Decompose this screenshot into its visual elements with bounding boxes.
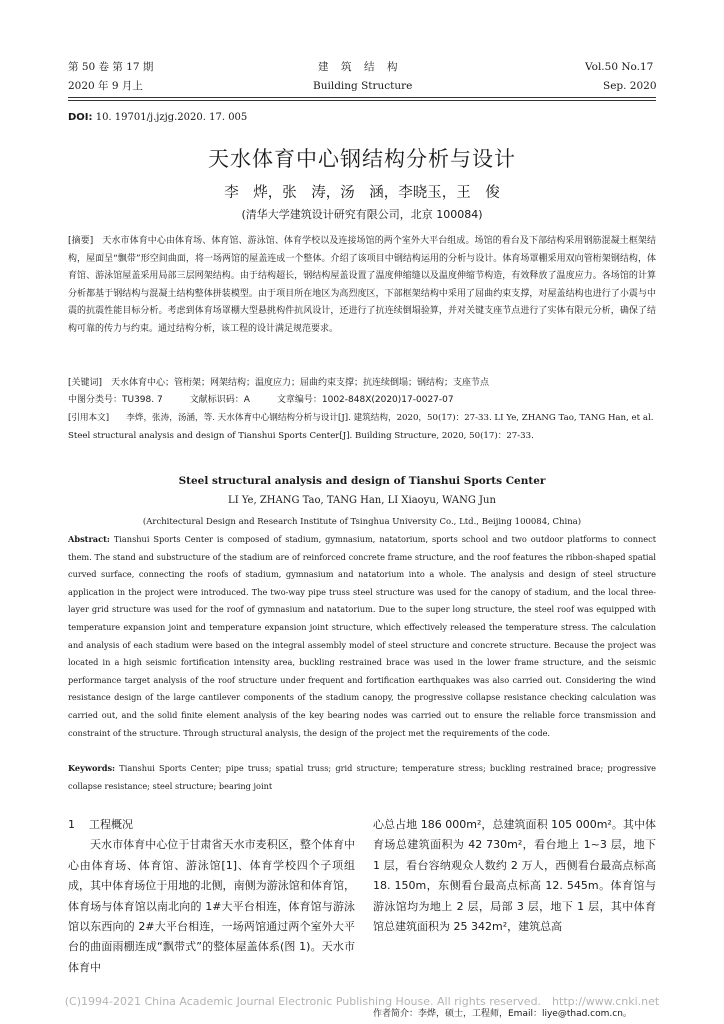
keywords-label: Keywords: [68,763,116,773]
section-title: 工程概况 [89,818,133,831]
citation: [引用本文] 李烨，张涛，汤涵，等. 天水体育中心钢结构分析与设计[J]. 建筑结构，2020，50(17)：27-33. LI Ye, ZHANG Tao, TANG Han, et al. Steel structural analysis and design of Tianshui Sports Center[J]. Building Structure, 2020, 50(17)：27-33. [68,413,654,441]
journal-volume-en: Vol.50 No.17 [585,61,654,73]
body-paragraph-left: 天水市体育中心位于甘肃省天水市麦积区，整个体育中心由体育场、体育馆、游泳馆[1]、体育学校四个子项组成，其中体育场位于用地的北侧，南侧为游泳馆和体育馆，体育场与体育馆以南北向的 1#大平台相连，体育馆与游泳馆以东西向的 2#大平台相连，一场两馆通过两个室外大平台的曲面雨棚连成“飘带式”的整体屋盖体系(图 1)。天水市体育中 [68,838,355,974]
english-affiliation: (Architectural Design and Research Institute of Tsinghua University Co., Ltd., Beijing 100084, China) [142,517,582,527]
cnki-watermark: (C)1994-2021 China Academic Journal Electronic Publishing House. All rights reserved. http://www.cnki.net [64,995,660,1008]
classification-line: 中图分类号：TU398. 7 文献标识码：A 文章编号：1002-848X(2020)17-0027-07 [68,395,454,405]
section-heading [68,815,355,835]
journal-date-en: Sep. 2020 [603,80,657,92]
keywords-body: Tianshui Sports Center; pipe truss; spatial truss; grid structure; temperature stress; buckling restrained brace; progressive collapse resistance; steel structure; bearing joint [68,763,656,791]
paper-title: 天水体育中心钢结构分析与设计 [208,147,516,171]
english-abstract [68,531,656,742]
keywords-cn: [关键词] 天水体育中心；管桁架；网架结构；温度应力；屈曲约束支撑；抗连续倒塌；钢结构；支座节点 [68,378,490,388]
affiliation: (清华大学建筑设计研究有限公司，北京 100084) [241,208,483,221]
abstract-body: Tianshui Sports Center is composed of stadium, gymnasium, natatorium, sports school and two outdoor platforms to connect them. The stand and substructure of the stadium are of reinforced concrete frame structure, and the roof features the ribbon-shaped spatial curved surface, connecting the roofs of stadium, gymnasium and natatorium into a whole. The analysis and design of steel structure application in the project were introduced. The two-way pipe truss steel structure was used for the canopy of stadium, and the local three-layer grid structure was used for the roof of gymnasium and natatorium. Due to the super long structure, the steel roof was equipped with temperature expansion joint and temperature expansion joint structure, which effectively released the temperature stress. The calculation and analysis of each stadium were based on the integral assembly model of steel structure and concrete structure. Because the project was located in a high seismic fortification intensity area, buckling restrained brace was used in the lower frame structure, and the seismic performance target analysis of the roof structure under frequent and fortification earthquakes was also carried out. Considering the wind resistance design of the large cantilever components of the stadium canopy, the progressive collapse resistance checking calculation was carried out, and the solid finite element analysis of the key bearing nodes was carried out to ensure the reliable force transmission and constraint of the structure. Through structural analysis, the design of the project met the requirements of the code. [68,534,656,738]
header-rule-second [68,100,656,101]
english-title: Steel structural analysis and design of Tianshui Sports Center [178,475,546,487]
journal-volume-issue: 第 50 卷 第 17 期 [68,61,154,73]
abstract-cn: [摘要] 天水市体育中心由体育场、体育馆、游泳馆、体育学校以及连接场馆的两个室外大平台组成。场馆的看台及下部结构采用钢筋混凝土框架结构，屋面呈“飘带”形空间曲面，将一场两馆的屋盖连成一个整体。介绍了该项目中钢结构运用的分析与设计。体育场罩棚采用双向管桁架钢结构，体育馆、游泳馆屋盖采用局部三层网架结构。由于结构超长，钢结构屋盖设置了温度伸缩缝以及温度伸缩节构造，有效释放了温度应力。各场馆的计算分析都基于钢结构与混凝土结构整体拼装模型。由于项目所在地区为高烈度区，下部框架结构中采用了屈曲约束支撑，对屋盖结构也进行了小震与中震的抗震性能目标分析。考虑到体育场罩棚大型悬挑构件抗风设计，还进行了抗连续倒塌验算，并对关键支座节点进行了实体有限元分析，确保了结构可靠的传力与约束。通过结构分析，该工程的设计满足规范要求。 [68,236,656,334]
doi [68,112,247,123]
journal-name-en: Building Structure [313,80,413,92]
body-column-right [373,815,656,937]
doi-value: 10. 19701/j.jzjg.2020. 17. 005 [92,112,248,123]
body-column-left [68,815,355,978]
author-list: 李 烨，张 涛，汤 涵，李晓玉，王 俊 [224,185,500,201]
section-number: 1 [68,818,75,831]
english-authors: LI Ye, ZHANG Tao, TANG Han, LI Xiaoyu, WANG Jun [228,495,496,506]
journal-name-cn: 建 筑 结 构 [318,61,399,73]
journal-date: 2020 年 9 月上 [68,80,143,92]
header-rule [68,97,656,98]
body-paragraph-right: 心总占地 186 000m²，总建筑面积 105 000m²。其中体育场总建筑面积为 42 730m²，看台地上 1~3 层，地下 1 层，看台容纳观众人数约 2 万人，西侧看台最高点标高 18. 150m，东侧看台最高点标高 12. 545m。体育馆与游泳馆均为地上 2 层，局部 3 层，地下 1 层，其中体育馆总建筑面积为 25 342m²，建筑总高 [373,818,656,934]
doi-label: DOI: [68,112,93,123]
author-note: 作者简介：李烨，硕士，工程师，Email：liye@thad.com.cn。 [373,1009,632,1019]
english-keywords [68,760,656,795]
abstract-label: Abstract: [68,534,110,544]
